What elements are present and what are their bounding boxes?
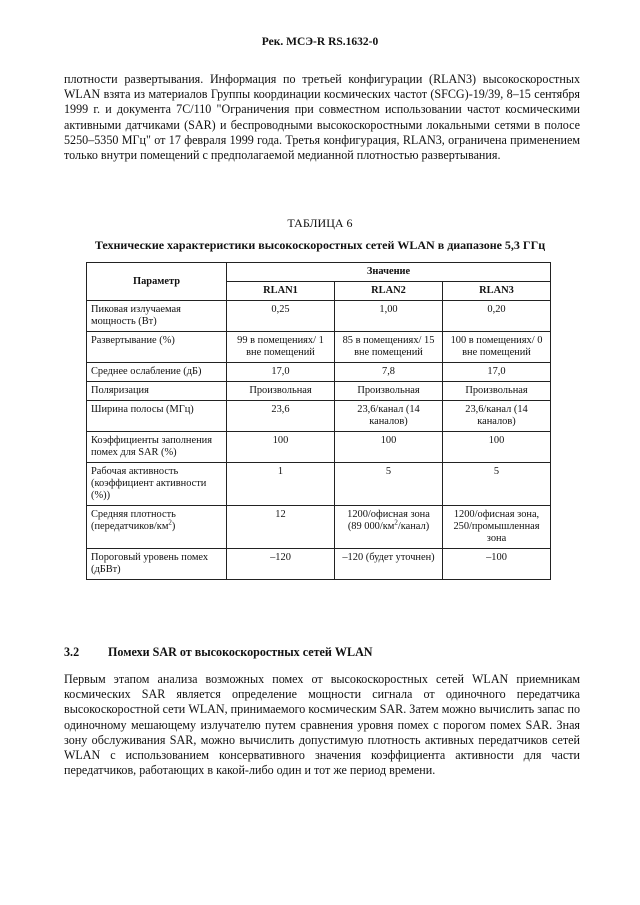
- section-heading: [64, 645, 373, 660]
- param-cell: Развертывание (%): [87, 332, 227, 363]
- param-text: Средняя плотность (передатчиков/км: [91, 509, 176, 532]
- value-cell: 85 в помещениях/ 15 вне помещений: [335, 332, 443, 363]
- value-cell: 17,0: [227, 363, 335, 382]
- value-cell: 1200/офисная зона, 250/промышленная зона: [443, 506, 551, 549]
- value-cell: 100: [227, 432, 335, 463]
- param-cell: Поляризация: [87, 382, 227, 401]
- value-cell: 23,6: [227, 401, 335, 432]
- value-header: Значение: [227, 263, 551, 282]
- table-row: [87, 506, 551, 549]
- table-row: [87, 301, 551, 332]
- value-cell: 1: [227, 463, 335, 506]
- param-cell: Рабочая активность (коэффициент активности (%)): [87, 463, 227, 506]
- value-cell: 100 в помещениях/ 0 вне помещений: [443, 332, 551, 363]
- table-title: Технические характеристики высокоскоростных сетей WLAN в диапазоне 5,3 ГГц: [94, 238, 546, 252]
- value-cell: 1,00: [335, 301, 443, 332]
- param-cell: Пиковая излучаемая мощность (Вт): [87, 301, 227, 332]
- column-header-rlan1: RLAN1: [227, 282, 335, 301]
- section-title: Помехи SAR от высокоскоростных сетей WLAN: [108, 645, 373, 659]
- value-cell: Произвольная: [335, 382, 443, 401]
- value-cell: 99 в помещениях/ 1 вне помещений: [227, 332, 335, 363]
- value-cell: –120: [227, 549, 335, 580]
- param-cell: Коэффициенты заполнения помех для SAR (%): [87, 432, 227, 463]
- table-row: [87, 432, 551, 463]
- column-header-rlan3: RLAN3: [443, 282, 551, 301]
- param-cell: Среднее ослабление (дБ): [87, 363, 227, 382]
- section-paragraph: Первым этапом анализа возможных помех от высокоскоростных сетей WLAN приемникам космических SAR является определение мощности сигнала от одиночного передатчика высокоскоростной сети WLAN, принимаемого космическим SAR. Затем можно вычислить запас по одиночному мешающему излучателю путем сравнения уровня помех с порогом помех SAR. Зная зону обслуживания SAR, можно вычислить допустимую плотность активных передатчиков сетей WLAN с использованием консервативного значения коэффициента активности для части передатчиков, работающих в какой-либо один и тот же период времени.: [64, 672, 580, 778]
- value-cell: 5: [443, 463, 551, 506]
- param-header: Параметр: [87, 263, 227, 301]
- value-cell: –120 (будет уточнен): [335, 549, 443, 580]
- column-header-rlan2: RLAN2: [335, 282, 443, 301]
- table-row: [87, 549, 551, 580]
- value-cell: 23,6/канал (14 каналов): [443, 401, 551, 432]
- characteristics-table: [86, 262, 551, 580]
- param-cell: Ширина полосы (МГц): [87, 401, 227, 432]
- table-row: [87, 382, 551, 401]
- value-cell: 100: [443, 432, 551, 463]
- table-row: [87, 401, 551, 432]
- value-cell: 17,0: [443, 363, 551, 382]
- value-text: /канал): [397, 521, 430, 532]
- table-row: [87, 463, 551, 506]
- param-text: ): [171, 521, 176, 532]
- page-header: Рек. МСЭ-R RS.1632-0: [261, 36, 379, 48]
- value-text: 1200/офисная зона (89 000/км: [347, 509, 430, 532]
- value-cell: –100: [443, 549, 551, 580]
- value-cell: 0,20: [443, 301, 551, 332]
- table-row: [87, 332, 551, 363]
- value-cell: 12: [227, 506, 335, 549]
- table-caption: ТАБЛИЦА 6: [287, 216, 353, 230]
- section-number: 3.2: [64, 645, 80, 659]
- superscript: 2: [168, 518, 172, 527]
- value-cell: 0,25: [227, 301, 335, 332]
- value-cell: [335, 506, 443, 549]
- table-row: [87, 363, 551, 382]
- value-cell: Произвольная: [227, 382, 335, 401]
- value-cell: Произвольная: [443, 382, 551, 401]
- intro-paragraph: плотности развертывания. Информация по третьей конфигурации (RLAN3) высокоскоростных WLAN взята из материалов Группы координации космических частот (SFCG)-19/39, 8–15 сентября 1999 г. и документа 7C/110 "Ограничения при совместном использовании частот космическими активными датчиками (SAR) и беспроводными высокоскоростными локальными сетями в полосе 5250–5350 МГц" от 17 февраля 1999 года. Третья конфигурация, RLAN3, ограничена применением только внутри помещений с предполагаемой медианной плотностью развертывания.: [64, 72, 580, 163]
- param-cell: [87, 506, 227, 549]
- param-cell: Пороговый уровень помех (дБВт): [87, 549, 227, 580]
- value-cell: 100: [335, 432, 443, 463]
- superscript: 2: [394, 518, 398, 527]
- value-cell: 5: [335, 463, 443, 506]
- value-cell: 7,8: [335, 363, 443, 382]
- value-cell: 23,6/канал (14 каналов): [335, 401, 443, 432]
